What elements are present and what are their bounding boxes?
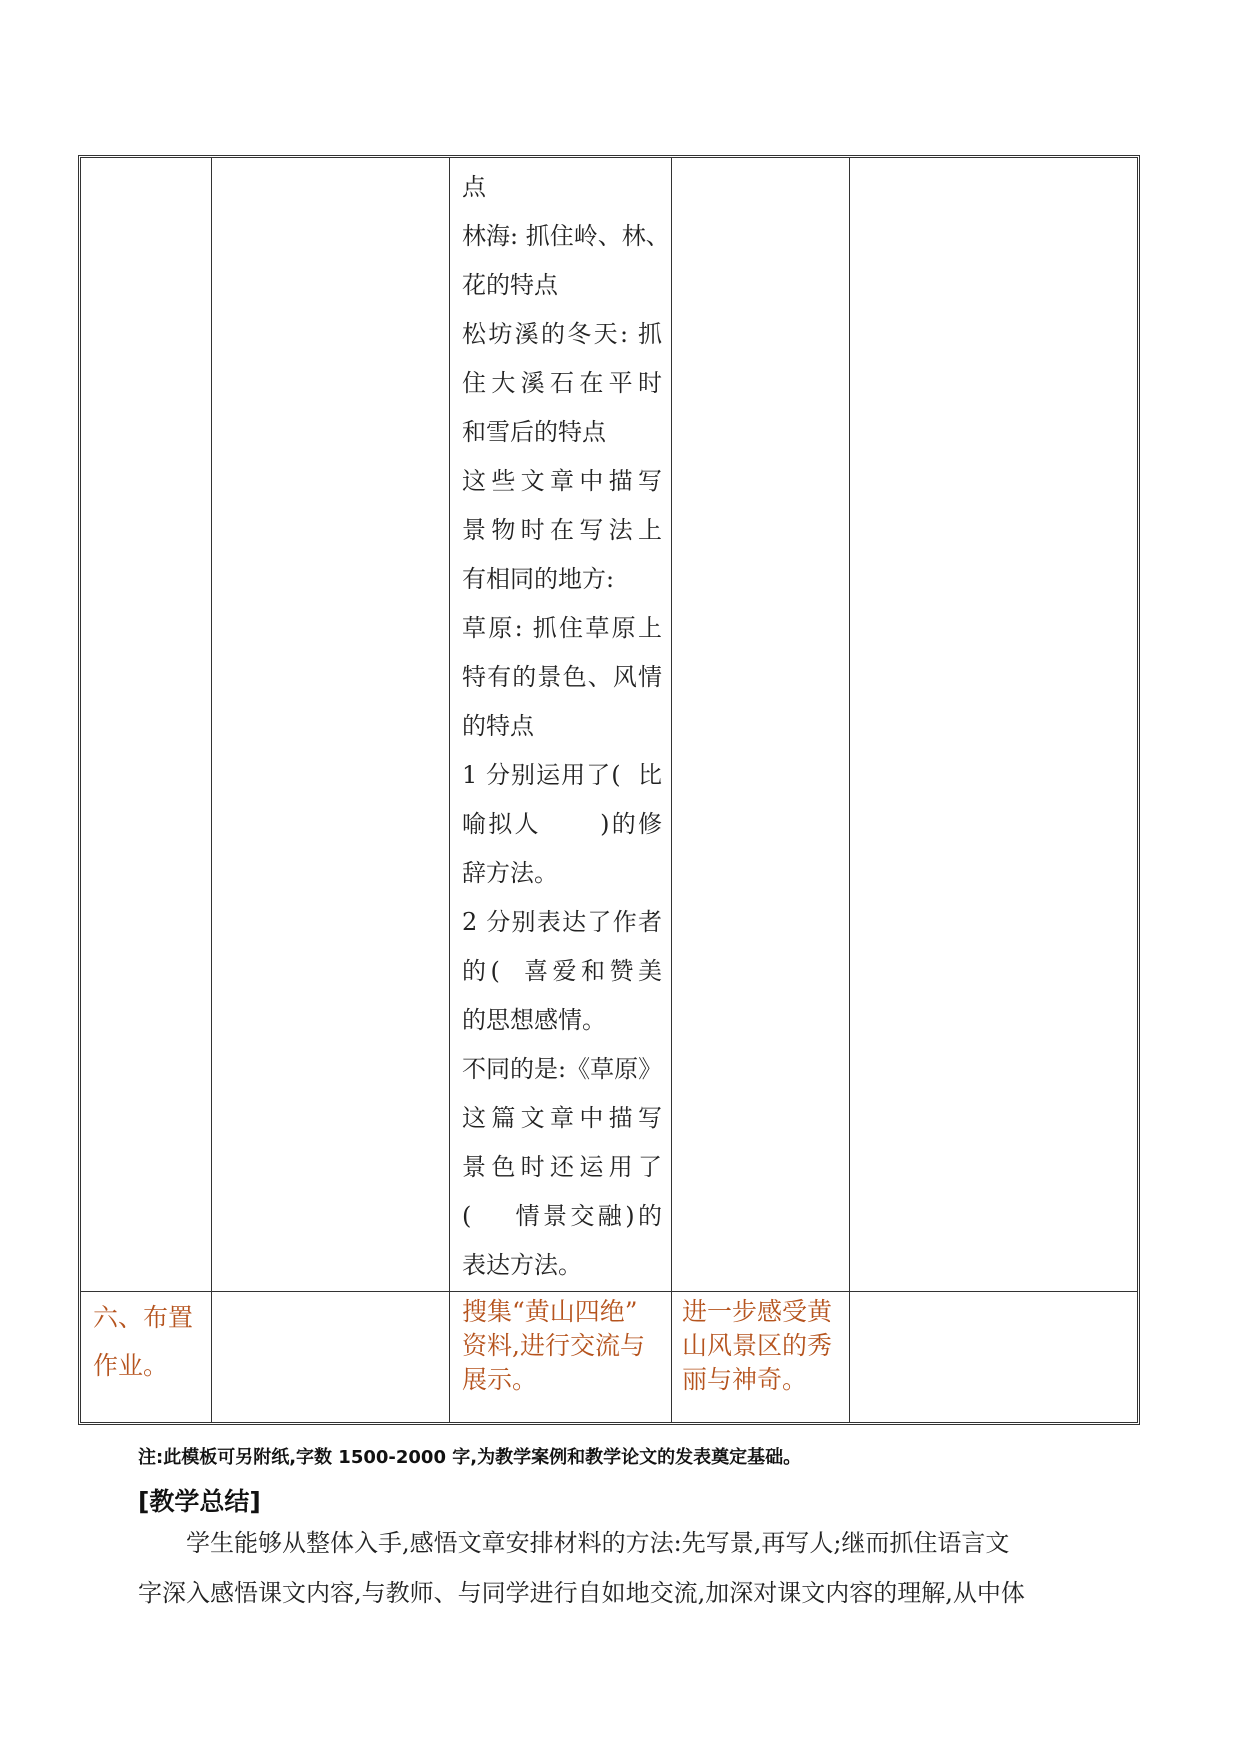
cell-line: 这些文章中描写 [462, 467, 662, 495]
cell-line: 搜集“黄山四绝” [462, 1297, 638, 1326]
cell-line: 的特点 [462, 712, 534, 740]
cell-line: 林海: 抓住岭、林、 [462, 222, 670, 250]
cell-line: 景物时在写法上 [462, 516, 662, 544]
cell-line: 展示。 [462, 1365, 538, 1394]
cell-line: 和雪后的特点 [462, 418, 606, 446]
cell-line: 喻拟人 )的修 [462, 810, 662, 838]
cell-line: ( 情景交融)的 [462, 1202, 662, 1230]
cell-line: 花的特点 [462, 271, 558, 299]
section-heading: [教学总结] [138, 1487, 261, 1516]
table-column-divider [211, 158, 212, 1422]
paragraph-line: 字深入感悟课文内容,与教师、与同学进行自如地交流,加深对课文内容的理解,从中体 [138, 1579, 1025, 1607]
paragraph-line: 学生能够从整体入手,感悟文章安排材料的方法:先写景,再写人;继而抓住语言文 [186, 1529, 1010, 1557]
cell-line: 松坊溪的冬天: 抓 [462, 320, 662, 348]
cell-line: 作业。 [93, 1351, 169, 1380]
table-cell-activity [462, 1295, 662, 1397]
table-cell-process [462, 163, 670, 1290]
cell-line: 山风景区的秀 [682, 1331, 833, 1360]
cell-line: 资料,进行交流与 [462, 1331, 645, 1360]
cell-line: 的( 喜爱和赞美 [462, 957, 662, 985]
cell-line: 的思想感情。 [462, 1006, 606, 1034]
table-column-divider [671, 158, 672, 1422]
cell-line: 不同的是:《草原》 [462, 1055, 663, 1083]
table-row-divider [81, 1291, 1137, 1292]
cell-line: 特有的景色、风情 [462, 663, 662, 691]
cell-line: 这篇文章中描写 [462, 1104, 662, 1132]
cell-line: 丽与神奇。 [682, 1365, 808, 1394]
summary-paragraph [138, 1518, 1118, 1618]
cell-line: 辞方法。 [462, 859, 558, 887]
cell-line: 六、布置 [93, 1303, 194, 1332]
cell-line: 草原: 抓住草原上 [462, 614, 662, 642]
table-column-divider [849, 158, 850, 1422]
table-cell-step [93, 1301, 203, 1383]
cell-line: 表达方法。 [462, 1251, 582, 1279]
cell-line: 点 [462, 173, 486, 201]
template-note: 注:此模板可另附纸,字数 1500-2000 字,为教学案例和教学论文的发表奠定基础。 [138, 1447, 802, 1468]
cell-line: 有相同的地方: [462, 565, 615, 593]
table-column-divider [449, 158, 450, 1422]
cell-line: 住大溪石在平时 [462, 369, 662, 397]
cell-line: 景色时还运用了 [462, 1153, 662, 1181]
cell-line: 进一步感受黄 [682, 1297, 833, 1326]
cell-line: 1 分别运用了( 比 [462, 761, 662, 789]
lesson-plan-table [78, 155, 1140, 1425]
cell-line: 2 分别表达了作者 [462, 908, 662, 936]
table-cell-goal [682, 1295, 842, 1397]
